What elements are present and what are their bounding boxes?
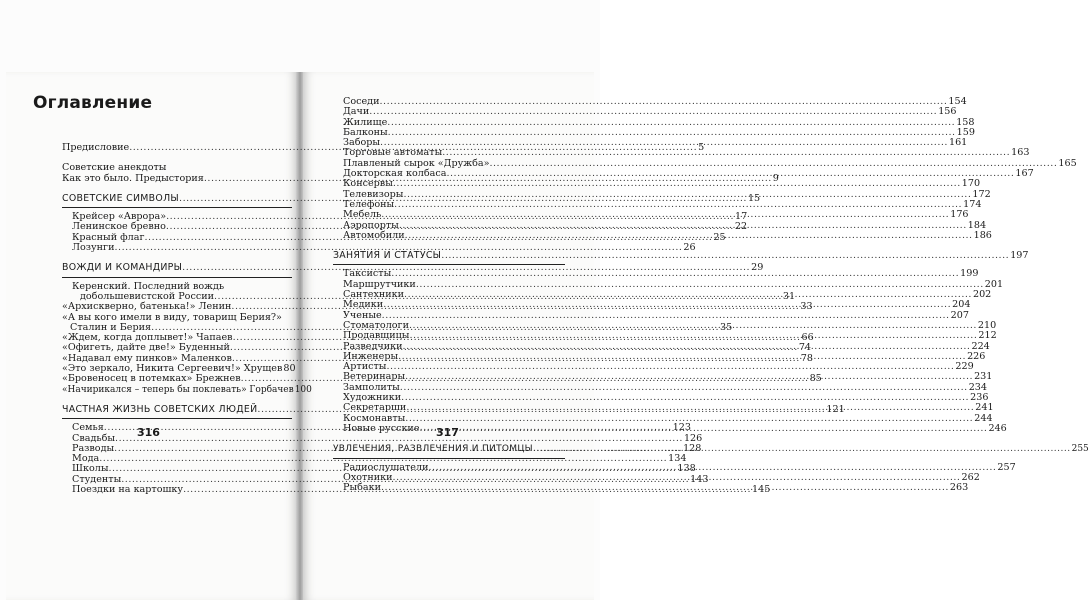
toc-entry: Художники ..... 236 xyxy=(333,393,565,403)
toc-entry: «Архискверно, батенька!» Ленин ..... 33 xyxy=(62,302,292,312)
toc-entry: Советские анекдоты xyxy=(62,162,167,174)
toc-entry: Поездки на картошку ..... 145 xyxy=(62,485,292,495)
toc-section: ЗАНЯТИЯ И СТАТУСЫ ..... 197 xyxy=(333,251,565,261)
toc-entry: Телевизоры ..... 172 xyxy=(333,190,565,200)
toc-entry: Аэропорты ..... 184 xyxy=(333,221,565,231)
section-rule xyxy=(333,458,565,460)
toc-entry: Плавленый сырок «Дружба» ..... 165 xyxy=(333,159,565,169)
toc-entry: Мода ..... 134 xyxy=(62,454,292,464)
toc-title: Оглавление xyxy=(33,93,153,113)
toc-entry: Новые русские ..... 246 xyxy=(333,424,565,434)
toc-entry: Сантехники ..... 202 xyxy=(333,290,565,300)
toc-entry: Крейсер «Аврора» ..... 17 xyxy=(62,212,292,222)
toc-entry: «Бровеносец в потемках» Брежнев ..... 85 xyxy=(62,374,292,384)
toc-entry: Медики ..... 204 xyxy=(333,300,565,310)
toc-entry: «А вы кого имели в виду, товарищ Берия?» xyxy=(62,311,282,323)
toc-section: СОВЕТСКИЕ СИМВОЛЫ ..... 15 xyxy=(62,194,292,204)
toc-entry: Консервы ..... 170 xyxy=(333,179,565,189)
toc-entry: Продавщицы ..... 212 xyxy=(333,331,565,341)
toc-entry: Ветеринары ..... 231 xyxy=(333,372,565,382)
toc-entry: добольшевистской России ..... 31 xyxy=(62,292,292,302)
toc-entry: Свадьбы ..... 126 xyxy=(62,434,292,444)
toc-entry: Лозунги ..... 26 xyxy=(62,243,292,253)
toc-entry: Балконы ..... 159 xyxy=(333,128,565,138)
section-rule xyxy=(62,207,292,209)
page-number-left: 316 xyxy=(137,426,160,439)
toc-entry: Радиослушатели ..... 257 xyxy=(333,463,565,473)
toc-entry: «Это зеркало, Никита Сергеевич!» Хрущев 80 xyxy=(62,363,296,375)
toc-section: ЧАСТНАЯ ЖИЗНЬ СОВЕТСКИХ ЛЮДЕЙ ..... 121 xyxy=(62,405,292,415)
toc-entry: Ученые ..... 207 xyxy=(333,311,565,321)
page-number-right: 317 xyxy=(436,426,459,439)
toc-entry: Разведчики ..... 224 xyxy=(333,342,565,352)
section-rule xyxy=(333,264,565,266)
toc-entry: Сталин и Берия ..... 35 xyxy=(62,323,292,333)
toc-entry: Мебель ..... 176 xyxy=(333,210,565,220)
toc-entry: «Ждем, когда доплывет!» Чапаев ..... 66 xyxy=(62,333,292,343)
toc-entry: Автомобили ..... 186 xyxy=(333,231,565,241)
toc-entry: Предисловие ..... 5 xyxy=(62,143,292,153)
toc-entry: Красный флаг ..... 25 xyxy=(62,233,292,243)
toc-entry: «Офигеть, дайте две!» Буденный ..... 74 xyxy=(62,343,292,353)
toc-entry: Керенский. Последний вождь xyxy=(72,280,225,292)
toc-entry: Студенты ..... 143 xyxy=(62,475,292,485)
toc-entry: Телефоны ..... 174 xyxy=(333,200,565,210)
toc-entry: Артисты ..... 229 xyxy=(333,362,565,372)
toc-entry: Таксисты ..... 199 xyxy=(333,269,565,279)
toc-entry: Стоматологи ..... 210 xyxy=(333,321,565,331)
toc-entry: Секретарши ..... 241 xyxy=(333,403,565,413)
toc-entry: Ленинское бревно ..... 22 xyxy=(62,222,292,232)
toc-entry: Космонавты ..... 244 xyxy=(333,414,565,424)
section-rule xyxy=(62,418,292,420)
toc-entry: Инженеры ..... 226 xyxy=(333,352,565,362)
toc-entry: Школы ..... 138 xyxy=(62,464,292,474)
toc-entry: Как это было. Предыстория ..... 9 xyxy=(62,174,292,184)
toc-entry: Замполиты ..... 234 xyxy=(333,383,565,393)
toc-entry: «Начирикался – теперь бы поклевать» Горбачев 100 xyxy=(62,384,312,395)
toc-section: ВОЖДИ И КОМАНДИРЫ ..... 29 xyxy=(62,263,292,273)
toc-entry: Докторская колбаса ..... 167 xyxy=(333,169,565,179)
toc-entry: Семья ..... 123 xyxy=(62,423,292,433)
toc-entry: Соседи ..... 154 xyxy=(333,97,565,107)
section-rule xyxy=(62,277,292,279)
toc-entry: Маршрутчики ..... 201 xyxy=(333,280,565,290)
toc-entry: Торговые автоматы ..... 163 xyxy=(333,148,565,158)
toc-entry: «Надавал ему пинков» Маленков ..... 78 xyxy=(62,354,292,364)
toc-entry: Жилище ..... 158 xyxy=(333,118,565,128)
toc-entry: Разводы ..... 128 xyxy=(62,444,292,454)
toc-entry: Заборы ..... 161 xyxy=(333,138,565,148)
toc-entry: Дачи ..... 156 xyxy=(333,107,565,117)
toc-entry: Рыбаки ..... 263 xyxy=(333,483,565,493)
toc-entry: Охотники ..... 262 xyxy=(333,473,565,483)
toc-section: УВЛЕЧЕНИЯ, РАЗВЛЕЧЕНИЯ И ПИТОМЦЫ ..... 255 xyxy=(333,444,565,454)
